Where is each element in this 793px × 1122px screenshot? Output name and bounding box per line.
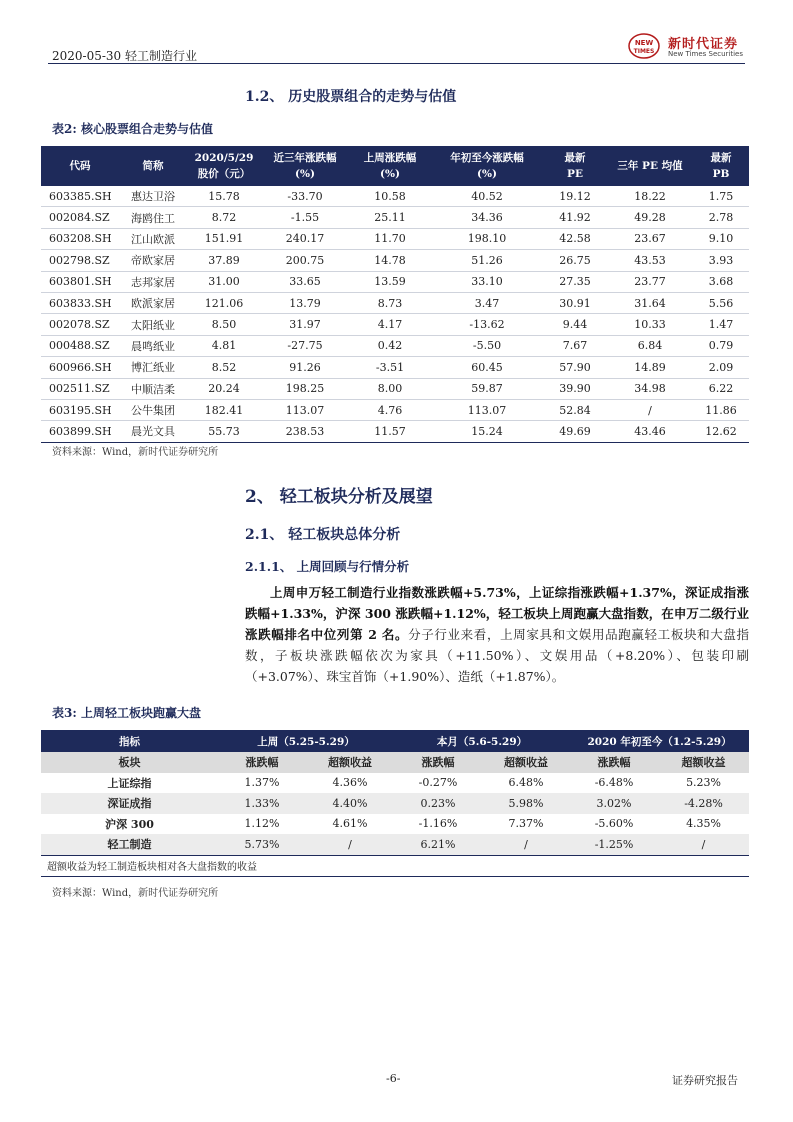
table2-cell: 39.90 [543,378,607,399]
table2-header-code: 代码 [41,146,119,186]
table2-cell: 1.75 [693,186,749,207]
table2-cell: 240.17 [261,228,349,249]
table2-cell: 海鸥住工 [119,207,187,228]
table2-header-last-week: 上周涨跌幅 (%) [349,146,431,186]
table2-cell: 198.25 [261,378,349,399]
table2-cell: 113.07 [261,399,349,420]
table3-cell: 沪深 300 [105,817,154,831]
table2-cell: 5.56 [693,292,749,313]
table2-cell: 600966.SH [41,357,119,378]
table2-cell: 238.53 [261,421,349,442]
table2-cell: 57.90 [543,357,607,378]
table3-subheader-cell: 板块 [41,752,218,773]
table2-cell: 8.00 [349,378,431,399]
table2-cell: 31.00 [187,271,261,292]
table2-cell: 30.91 [543,292,607,313]
footer-report-label: 证券研究报告 [672,1074,738,1087]
table2-row [41,399,749,420]
table2-cell: 31.97 [261,314,349,335]
table2-cell: 9.10 [693,228,749,249]
table2-cell: 603208.SH [41,228,119,249]
section-2-1-1-title: 2.1.1、 上周回顾与行情分析 [245,559,410,574]
table3-caption: 表3: 上周轻工板块跑赢大盘 [52,706,201,720]
table2-cell: 121.06 [187,292,261,313]
table2-cell: -13.62 [431,314,543,335]
table3-cell: 4.36% [332,776,368,790]
table3-footnote-row [41,855,749,876]
logo-english-name: New Times Securities [668,50,743,58]
table2-row [41,335,749,356]
table2-cell: 博汇纸业 [119,357,187,378]
table2-cell: 晨鸣纸业 [119,335,187,356]
table2-cell: 13.79 [261,292,349,313]
logo-chinese-name: 新时代证券 [668,37,739,52]
table2-row [41,228,749,249]
company-logo [628,33,750,61]
table2-cell: 13.59 [349,271,431,292]
table2-cell: 1.47 [693,314,749,335]
table2-cell: 23.67 [607,228,693,249]
table3-header-ytd: 2020 年初至今（1.2-5.29） [570,730,749,752]
table2-row [41,250,749,271]
table2-cell: 太阳纸业 [119,314,187,335]
table2-cell: 42.58 [543,228,607,249]
table2-cell: 11.57 [349,421,431,442]
table2-cell: 002798.SZ [41,250,119,271]
table2-header-three-year: 近三年涨跌幅 (%) [261,146,349,186]
table3-cell: / [482,834,570,855]
table2-cell: 52.84 [543,399,607,420]
table2-header-pe: 最新 PE [543,146,607,186]
table2-row [41,314,749,335]
table2-cell: 0.79 [693,335,749,356]
section-2-title: 2、 轻工板块分析及展望 [245,487,433,507]
table2-cell: 10.58 [349,186,431,207]
table2-cell: 43.46 [607,421,693,442]
table2-cell: 51.26 [431,250,543,271]
table3-row [41,793,749,814]
table2-cell: 20.24 [187,378,261,399]
table2-cell: 59.87 [431,378,543,399]
table2-cell: 12.62 [693,421,749,442]
table3-cell: 5.23% [686,776,722,790]
market-review-paragraph [245,582,749,687]
table2-caption: 表2: 核心股票组合走势与估值 [52,122,213,136]
table3-row [41,773,749,794]
table2-header-ytd: 年初至今涨跌幅 (%) [431,146,543,186]
table3-header-last-week: 上周（5.25-5.29） [218,730,394,752]
table3-row [41,834,749,855]
table2-cell: 23.77 [607,271,693,292]
table2-cell: -3.51 [349,357,431,378]
paragraph-normal-part: 分子行业来看，上周家具和文娱用品跑赢轻工板块和大盘指数，子板块涨跌幅依次为家具（+11.50%）、文娱用品（+8.20%）、包装印刷（+3.07%）、珠宝首饰（+1.90%）、造纸（+1.87%）。 [245,627,749,684]
table2-row [41,271,749,292]
table3-source: 资料来源：Wind，新时代证券研究所 [52,888,219,899]
table3-cell: -1.16% [418,817,458,831]
table3-cell: 轻工制造 [41,834,218,855]
table3-cell: 0.23% [394,793,482,814]
table3-cell: 1.37% [244,776,280,790]
table2-cell: -27.75 [261,335,349,356]
table2-cell: 002084.SZ [41,207,119,228]
table2-cell: 603833.SH [41,292,119,313]
table3-cell: 1.12% [244,817,280,831]
header-divider [48,63,745,64]
table2-cell: 113.07 [431,399,543,420]
table3-subheader-cell: 超额收益 [306,752,394,773]
table2-cell: 27.35 [543,271,607,292]
table2-row [41,357,749,378]
table3-cell: -4.28% [658,793,749,814]
table2-row [41,292,749,313]
table2-cell: 60.45 [431,357,543,378]
svg-text:TIMES: TIMES [633,48,655,55]
table2-cell: 19.12 [543,186,607,207]
table2-source: 资料来源：Wind，新时代证券研究所 [52,447,219,458]
table2-cell: 江山欧派 [119,228,187,249]
table3-cell: 4.61% [332,817,368,831]
table3-cell: 深证成指 [41,793,218,814]
new-times-logo-icon [628,33,660,59]
table2-cell: 帝欧家居 [119,250,187,271]
table2-cell: 4.81 [187,335,261,356]
table2-header-name: 简称 [119,146,187,186]
table3-cell: 7.37% [508,817,544,831]
table2-cell: 4.76 [349,399,431,420]
table3-row [41,814,749,835]
table3-subheader-cell: 涨跌幅 [570,752,658,773]
table2-cell: 欧派家居 [119,292,187,313]
table2-row [41,186,749,207]
table3-cell: / [306,834,394,855]
table2-cell: 33.10 [431,271,543,292]
table3-cell: 5.73% [218,834,306,855]
table2-cell: 公牛集团 [119,399,187,420]
table2-cell: 25.11 [349,207,431,228]
table3-sector-performance [41,730,749,877]
table2-header-price: 2020/5/29 股价（元） [187,146,261,186]
table2-cell: 2.78 [693,207,749,228]
table3-header-row [41,730,749,752]
section-2-1-title: 2.1、 轻工板块总体分析 [245,527,401,543]
table3-cell: -5.60% [594,817,634,831]
table2-row [41,421,749,442]
table2-cell: 198.10 [431,228,543,249]
table2-cell: 002078.SZ [41,314,119,335]
table2-cell: 中顺洁柔 [119,378,187,399]
section-1-2-title: 1.2、 历史股票组合的走势与估值 [245,89,457,105]
table2-cell: 0.42 [349,335,431,356]
table3-cell: 1.33% [218,793,306,814]
table2-cell: 18.22 [607,186,693,207]
table2-cell: 200.75 [261,250,349,271]
table3-cell: 3.02% [570,793,658,814]
table2-cell: 6.84 [607,335,693,356]
table2-cell: 9.44 [543,314,607,335]
table2-cell: 49.28 [607,207,693,228]
table2-cell: 惠达卫浴 [119,186,187,207]
table3-cell: / [658,834,749,855]
table3-cell: 4.35% [686,817,722,831]
table3-header-this-month: 本月（5.6-5.29） [394,730,570,752]
table2-cell: 8.50 [187,314,261,335]
table2-cell: 10.33 [607,314,693,335]
table2-cell: 603385.SH [41,186,119,207]
header-date-industry: 2020-05-30 轻工制造行业 [52,49,198,63]
table2-cell: -5.50 [431,335,543,356]
table2-cell: 002511.SZ [41,378,119,399]
table2-cell: 91.26 [261,357,349,378]
paragraph-bold-part: 上周申万轻工制造行业指数涨跌幅+5.73%，上证综指涨跌幅+1.37%，深证成指涨跌幅+1.33%，沪深 300 涨跌幅+1.12%，轻工板块上周跑赢大盘指数，在申万二级行业涨跌幅排名中位列第 2 名。 [245,585,749,642]
table2-cell: 182.41 [187,399,261,420]
table2-cell: / [607,399,693,420]
table3-cell: -6.48% [594,776,634,790]
table2-cell: 15.78 [187,186,261,207]
table3-subheader-cell: 涨跌幅 [394,752,482,773]
table2-cell: 603195.SH [41,399,119,420]
table2-cell: 40.52 [431,186,543,207]
table2-cell: 志邦家居 [119,271,187,292]
table3-subheader-cell: 超额收益 [482,752,570,773]
table2-cell: 43.53 [607,250,693,271]
table2-header-pb: 最新 PB [693,146,749,186]
table2-cell: 8.52 [187,357,261,378]
table2-cell: 2.09 [693,357,749,378]
table3-subheader-cell: 涨跌幅 [218,752,306,773]
table3-cell: 5.98% [482,793,570,814]
table3-subheader-cell: 超额收益 [658,752,749,773]
table2-cell: -33.70 [261,186,349,207]
table3-cell: -1.25% [570,834,658,855]
table2-header-pe3: 三年 PE 均值 [607,146,693,186]
table3-cell: -0.27% [418,776,458,790]
table2-cell: 3.93 [693,250,749,271]
table2-cell: -1.55 [261,207,349,228]
table2-cell: 151.91 [187,228,261,249]
table2-cell: 000488.SZ [41,335,119,356]
table2-cell: 11.86 [693,399,749,420]
table3-cell: 6.21% [394,834,482,855]
table2-cell: 11.70 [349,228,431,249]
svg-text:NEW: NEW [634,39,654,47]
table2-core-stocks [41,146,749,443]
table2-cell: 15.24 [431,421,543,442]
table3-cell: 上证综指 [107,776,152,790]
table2-row [41,378,749,399]
table2-cell: 晨光文具 [119,421,187,442]
table2-cell: 6.22 [693,378,749,399]
table2-header-row [41,146,749,186]
table2-cell: 603899.SH [41,421,119,442]
table2-cell: 603801.SH [41,271,119,292]
table2-cell: 7.67 [543,335,607,356]
table2-cell: 34.98 [607,378,693,399]
table2-cell: 34.36 [431,207,543,228]
table2-cell: 41.92 [543,207,607,228]
table2-cell: 8.72 [187,207,261,228]
table2-cell: 37.89 [187,250,261,271]
table2-cell: 55.73 [187,421,261,442]
table2-cell: 26.75 [543,250,607,271]
table2-cell: 14.89 [607,357,693,378]
table2-cell: 3.68 [693,271,749,292]
table3-subheader-row [41,752,749,773]
table3-cell: 4.40% [306,793,394,814]
table2-cell: 4.17 [349,314,431,335]
table3-header-indicator: 指标 [41,730,218,752]
table2-cell: 33.65 [261,271,349,292]
table2-cell: 14.78 [349,250,431,271]
table3-footnote: 超额收益为轻工制造板块相对各大盘指数的收益 [41,855,749,876]
table2-cell: 49.69 [543,421,607,442]
table2-row [41,207,749,228]
page-number: -6- [386,1072,401,1085]
table2-cell: 8.73 [349,292,431,313]
table3-cell: 6.48% [508,776,544,790]
table2-cell: 3.47 [431,292,543,313]
table2-cell: 31.64 [607,292,693,313]
